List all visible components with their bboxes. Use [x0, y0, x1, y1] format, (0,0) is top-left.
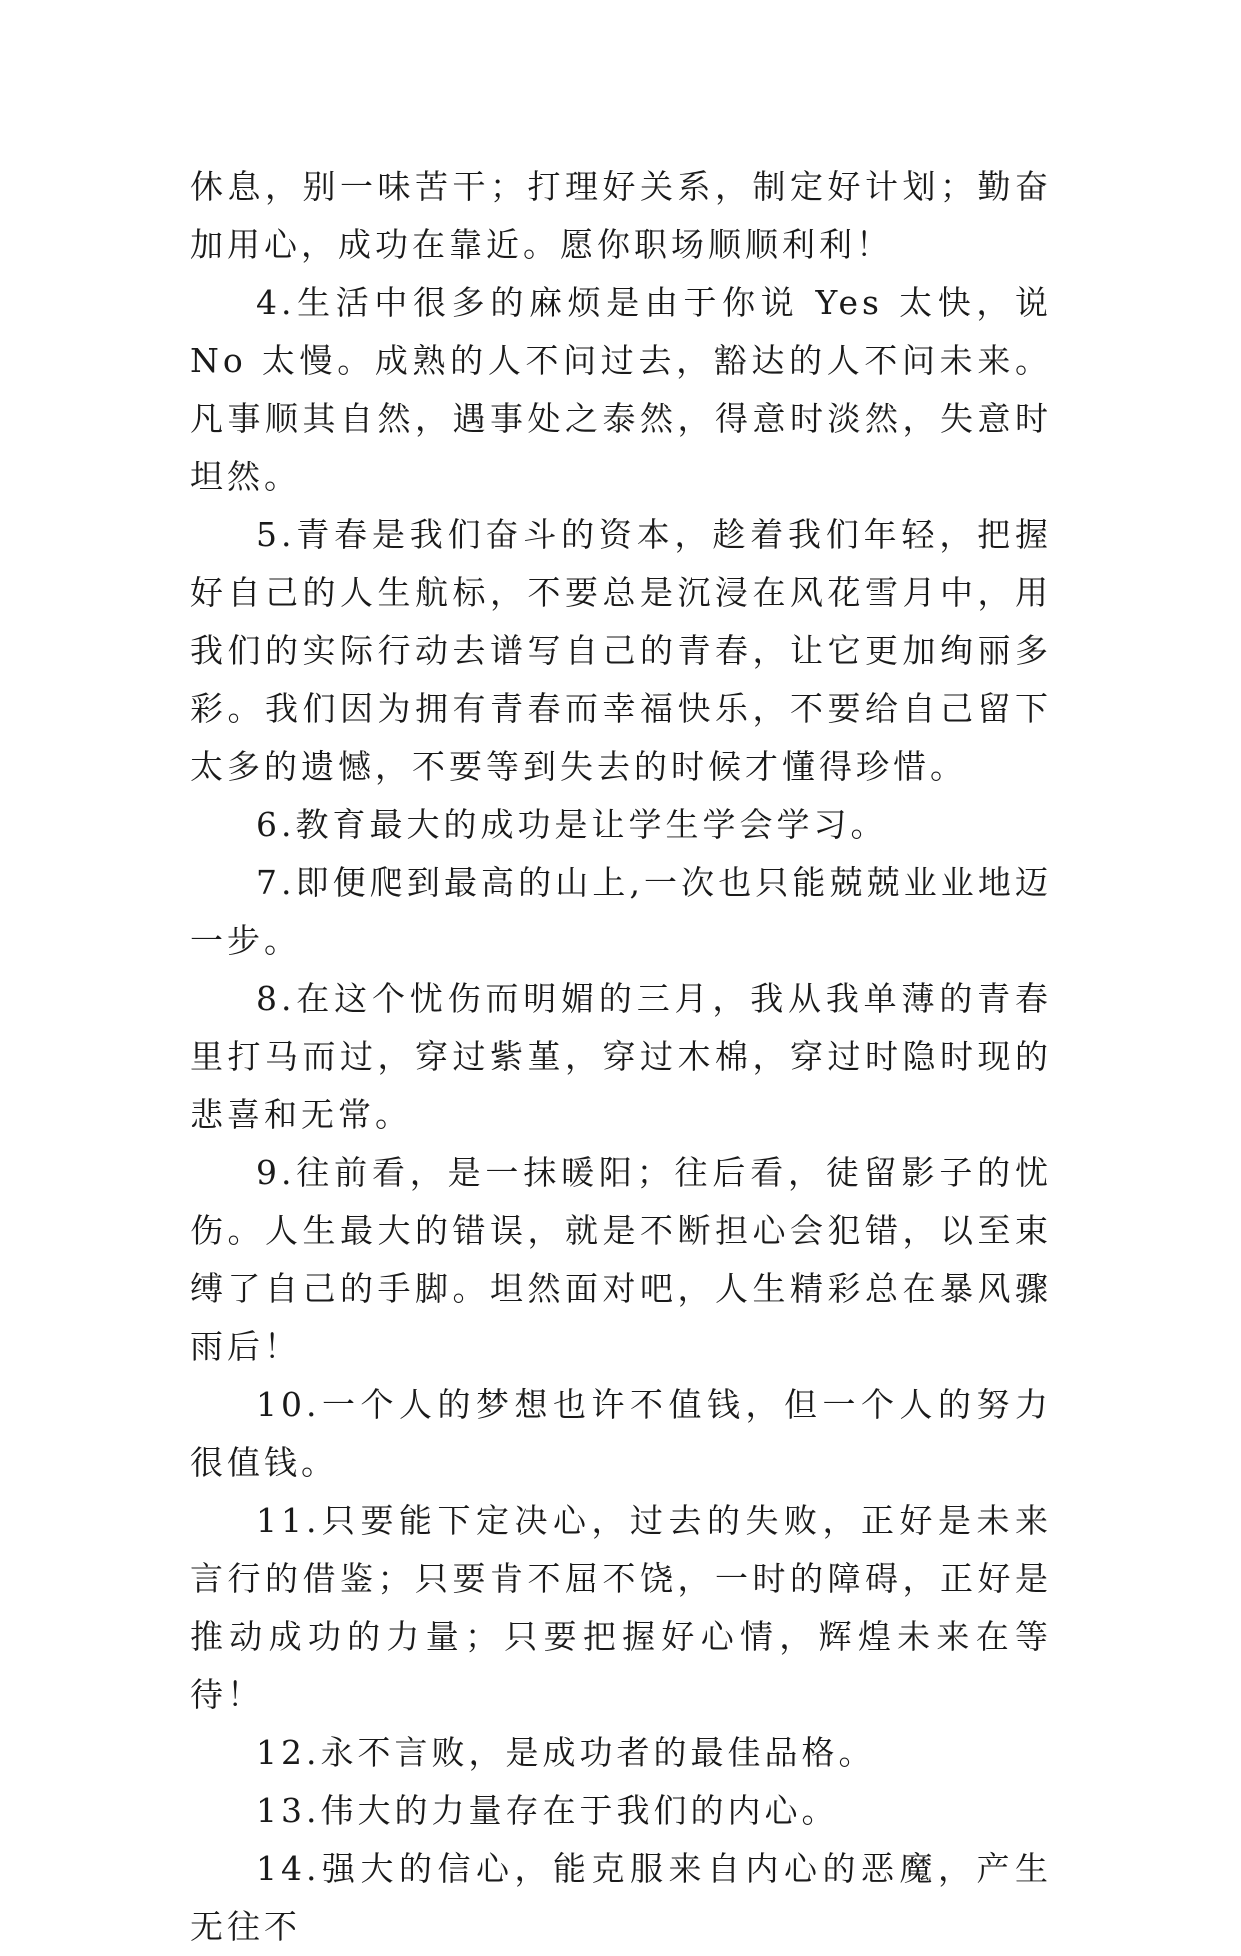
- paragraph-item-5: 5.青春是我们奋斗的资本，趁着我们年轻，把握好自己的人生航标，不要总是沉浸在风花雪月中，用我们的实际行动去谱写自己的青春，让它更加绚丽多彩。我们因为拥有青春而幸福快乐，不要给自己留下太多的遗憾，不要等到失去的时候才懂得珍惜。: [190, 515, 1052, 786]
- paragraph-item-9: 9.往前看，是一抹暖阳；往后看，徒留影子的忧伤。人生最大的错误，就是不断担心会犯错，以至束缚了自己的手脚。坦然面对吧，人生精彩总在暴风骤雨后！: [190, 1153, 1052, 1366]
- paragraph-item-6: 6.教育最大的成功是让学生学会学习。: [256, 805, 888, 844]
- paragraph-item-11: 11.只要能下定决心，过去的失败，正好是未来言行的借鉴；只要肯不屈不饶，一时的障碍，正好是推动成功的力量；只要把握好心情，辉煌未来在等待！: [190, 1501, 1052, 1714]
- paragraph-item-4: 4.生活中很多的麻烦是由于你说 Yes 太快，说 No 太慢。成熟的人不问过去，豁达的人不问未来。凡事顺其自然，遇事处之泰然，得意时淡然，失意时坦然。: [190, 283, 1052, 496]
- paragraph-item-8: 8.在这个忧伤而明媚的三月，我从我单薄的青春里打马而过，穿过紫堇，穿过木棉，穿过时隐时现的悲喜和无常。: [190, 979, 1052, 1134]
- paragraph-item-14: 14.强大的信心，能克服来自内心的恶魔，产生无往不: [190, 1849, 1052, 1946]
- paragraph-continued: 休息，别一味苦干；打理好关系，制定好计划；勤奋加用心，成功在靠近。愿你职场顺顺利利！: [190, 167, 1052, 264]
- paragraph-item-7: 7.即便爬到最高的山上,一次也只能兢兢业业地迈一步。: [190, 863, 1052, 960]
- document-body: [190, 158, 1052, 1956]
- paragraph-item-13: 13.伟大的力量存在于我们的内心。: [256, 1791, 839, 1830]
- paragraph-item-10: 10.一个人的梦想也许不值钱，但一个人的努力很值钱。: [190, 1385, 1052, 1482]
- paragraph-item-12: 12.永不言败，是成功者的最佳品格。: [256, 1733, 876, 1772]
